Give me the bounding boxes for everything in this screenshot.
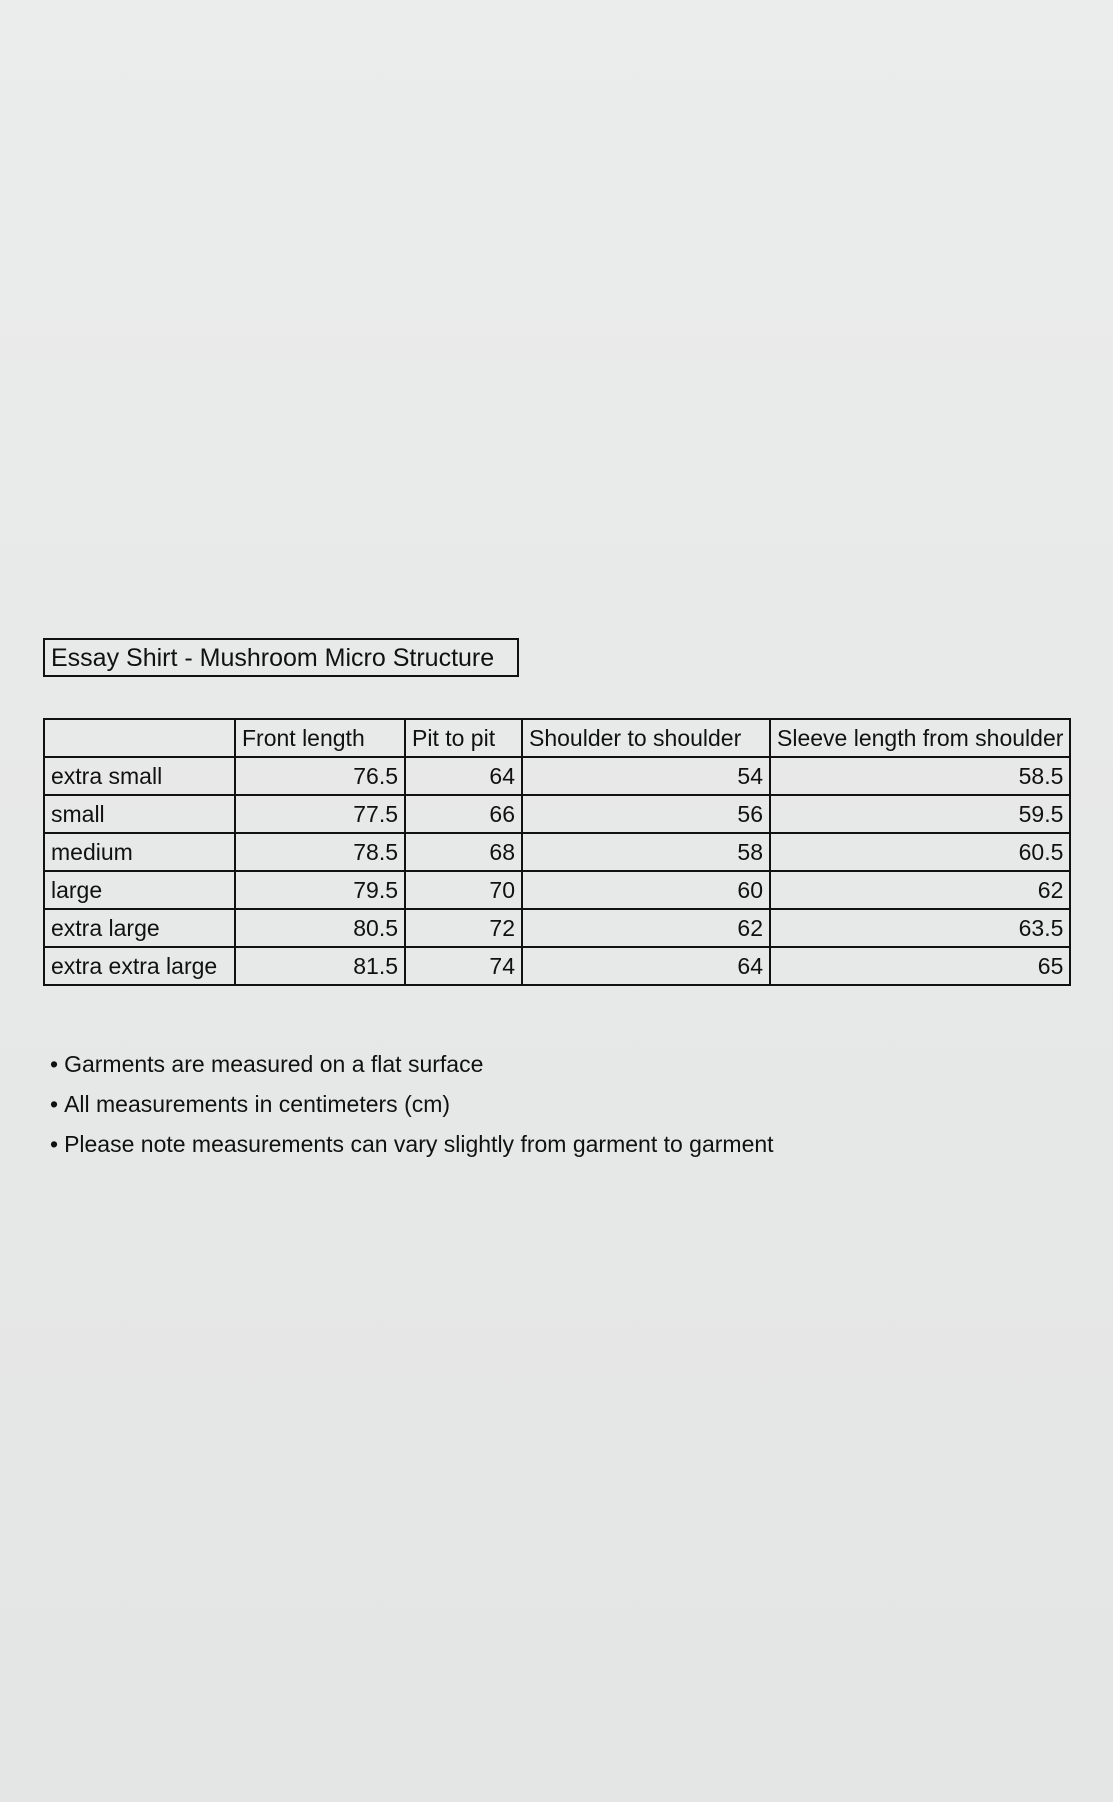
table-row [44,947,1070,985]
front-length-cell: 81.5 [235,947,405,985]
pit-to-pit-cell: 74 [405,947,522,985]
bullet: • [50,1051,59,1077]
size-name-cell: extra large [44,909,235,947]
list-item [50,1124,774,1164]
sleeve-length-cell: 62 [770,871,1070,909]
list-item [50,1044,774,1084]
sleeve-length-cell: 60.5 [770,833,1070,871]
shoulder-to-shoulder-cell: 64 [522,947,770,985]
table-row [44,909,1070,947]
note-text: Garments are measured on a flat surface [64,1051,484,1077]
pit-to-pit-cell: 70 [405,871,522,909]
note-text: All measurements in centimeters (cm) [64,1091,451,1117]
front-length-cell: 80.5 [235,909,405,947]
sleeve-length-cell: 63.5 [770,909,1070,947]
size-name-cell: extra extra large [44,947,235,985]
sleeve-length-cell: 58.5 [770,757,1070,795]
table-row [44,795,1070,833]
table-row [44,833,1070,871]
size-name-cell: small [44,795,235,833]
header-cell-pit-to-pit: Pit to pit [405,719,522,757]
front-length-cell: 78.5 [235,833,405,871]
size-name-cell: extra small [44,757,235,795]
pit-to-pit-cell: 72 [405,909,522,947]
bullet: • [50,1091,59,1117]
front-length-cell: 77.5 [235,795,405,833]
front-length-cell: 79.5 [235,871,405,909]
pit-to-pit-cell: 64 [405,757,522,795]
pit-to-pit-cell: 66 [405,795,522,833]
size-name-cell: medium [44,833,235,871]
list-item [50,1084,774,1124]
header-cell-shoulder-to-shoulder: Shoulder to shoulder [522,719,770,757]
front-length-cell: 76.5 [235,757,405,795]
note-text: Please note measurements can vary slightly from garment to garment [64,1131,774,1157]
sleeve-length-cell: 65 [770,947,1070,985]
bullet: • [50,1131,59,1157]
shoulder-to-shoulder-cell: 54 [522,757,770,795]
table-row [44,757,1070,795]
shoulder-to-shoulder-cell: 60 [522,871,770,909]
table-header-row [44,719,1070,757]
sleeve-length-cell: 59.5 [770,795,1070,833]
shoulder-to-shoulder-cell: 62 [522,909,770,947]
shoulder-to-shoulder-cell: 58 [522,833,770,871]
table-row [44,871,1070,909]
measurement-notes [50,1044,774,1164]
header-cell-sleeve-length: Sleeve length from shoulder [770,719,1070,757]
shoulder-to-shoulder-cell: 56 [522,795,770,833]
header-cell-size [44,719,235,757]
size-chart-table [43,718,1071,986]
document-title: Essay Shirt - Mushroom Micro Structure [43,638,519,677]
size-name-cell: large [44,871,235,909]
pit-to-pit-cell: 68 [405,833,522,871]
header-cell-front-length: Front length [235,719,405,757]
